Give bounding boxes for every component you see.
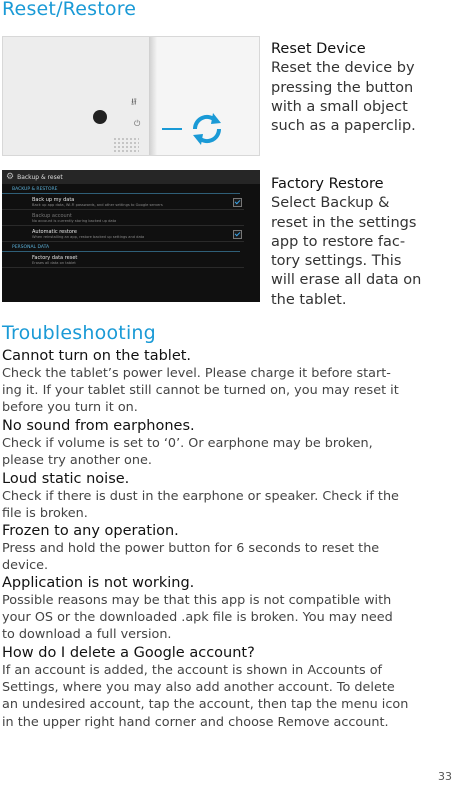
reset-device-text xyxy=(271,40,456,136)
faq-answer-line: Check if there is dust in the earphone or speaker. Check if the xyxy=(2,489,399,504)
faq-question: Application is not working. xyxy=(2,575,195,591)
factory-restore-line: tory settings. This xyxy=(271,253,402,270)
reset-device-illustration xyxy=(2,36,260,156)
faq-question: No sound from earphones. xyxy=(2,418,195,434)
faq-answer-line: Check if volume is set to ‘0’. Or earphone may be broken, xyxy=(2,436,373,451)
settings-item-subtitle: Erases all data on tablet xyxy=(32,261,76,265)
factory-restore-line: app to restore fac- xyxy=(271,233,406,250)
section-title-troubleshooting: Troubleshooting xyxy=(2,322,156,344)
pointer-line xyxy=(162,128,182,130)
settings-item-automatic-restore xyxy=(2,226,244,242)
faq-answer-line: to download a full version. xyxy=(2,627,172,643)
faq-item-delete-google-account xyxy=(2,644,454,731)
backup-reset-screenshot xyxy=(2,170,260,302)
faq-item-frozen xyxy=(2,522,454,574)
power-icon: ⏻ xyxy=(134,119,141,128)
settings-item-subtitle: When reinstalling an app, restore backed up settings and data xyxy=(32,235,145,239)
settings-item-title: Back up my data xyxy=(32,197,75,203)
factory-restore-line: reset in the settings xyxy=(271,214,417,231)
faq-answer-line: Possible reasons may be that this app is not compatible with xyxy=(2,593,392,608)
settings-header xyxy=(2,170,260,184)
reset-pinhole xyxy=(93,110,107,124)
faq-question: Frozen to any operation. xyxy=(2,523,179,539)
factory-restore-heading: Factory Restore xyxy=(271,176,384,192)
faq-answer-line: device. xyxy=(2,558,49,574)
reset-device-line: Reset the device by xyxy=(271,60,415,77)
faq-answer-line: If an account is added, the account is shown in Accounts of xyxy=(2,663,383,678)
faq-answer-line: please try another one. xyxy=(2,453,152,469)
faq-answer-line: Press and hold the power button for 6 seconds to reset the xyxy=(2,541,380,556)
factory-restore-line: will erase all data on xyxy=(271,272,422,289)
faq-answer-line: Check the tablet’s power level. Please charge it before start- xyxy=(2,366,391,381)
reset-device-heading: Reset Device xyxy=(271,41,366,57)
settings-item-title: Factory data reset xyxy=(32,255,78,261)
faq-question: How do I delete a Google account? xyxy=(2,645,255,661)
settings-item-backup-account xyxy=(2,210,244,226)
settings-item-title: Automatic restore xyxy=(32,229,77,235)
reset-device-line: pressing the button xyxy=(271,79,414,96)
factory-restore-line: Select Backup & xyxy=(271,195,390,212)
settings-item-backup xyxy=(2,194,244,210)
faq-item-cannot-turn-on xyxy=(2,347,454,417)
settings-item-factory-reset xyxy=(2,252,244,268)
faq-answer-line: in the upper right hand corner and choose Remove account. xyxy=(2,714,389,730)
faq-answer-line: ing it. If your tablet still cannot be turned on, you may reset it xyxy=(2,383,399,399)
section-title-reset-restore: Reset/Restore xyxy=(2,0,137,20)
faq-answer-line: your OS or the downloaded .apk file is broken. You may need xyxy=(2,610,393,626)
checkbox-checked-icon xyxy=(233,198,242,207)
settings-item-title: Backup account xyxy=(32,213,72,219)
device-edge-shadow xyxy=(149,37,157,155)
usb-icon: ⭿ xyxy=(131,98,137,108)
faq-question: Cannot turn on the tablet. xyxy=(2,348,192,364)
faq-answer-line: Settings, where you may also add another account. To delete xyxy=(2,680,395,696)
settings-header-title: Backup & reset xyxy=(17,174,63,181)
faq-item-no-sound xyxy=(2,417,454,469)
reset-device-line: such as a paperclip. xyxy=(271,118,416,135)
refresh-icon xyxy=(187,109,227,149)
speaker-grille xyxy=(113,137,139,153)
factory-restore-line: the tablet. xyxy=(271,291,347,308)
settings-category: BACKUP & RESTORE xyxy=(2,184,240,194)
faq-item-static-noise xyxy=(2,470,454,522)
gear-icon: ⚙ xyxy=(6,172,15,182)
faq-item-app-not-working xyxy=(2,574,454,644)
settings-item-subtitle: No account is currently storing backed up data xyxy=(32,219,117,223)
settings-item-subtitle: Back up app data, Wi-Fi passwords, and other settings to Google servers xyxy=(32,203,163,207)
faq-answer-line: an undesired account, tap the account, then tap the menu icon xyxy=(2,697,409,713)
faq-answer-line: before you turn it on. xyxy=(2,400,138,416)
faq-question: Loud static noise. xyxy=(2,471,130,487)
reset-device-line: with a small object xyxy=(271,98,408,115)
faq-answer-line: file is broken. xyxy=(2,506,88,522)
checkbox-checked-icon xyxy=(233,230,242,239)
settings-category: PERSONAL DATA xyxy=(2,242,240,252)
factory-restore-text xyxy=(271,175,456,310)
page-number: 33 xyxy=(438,770,452,783)
